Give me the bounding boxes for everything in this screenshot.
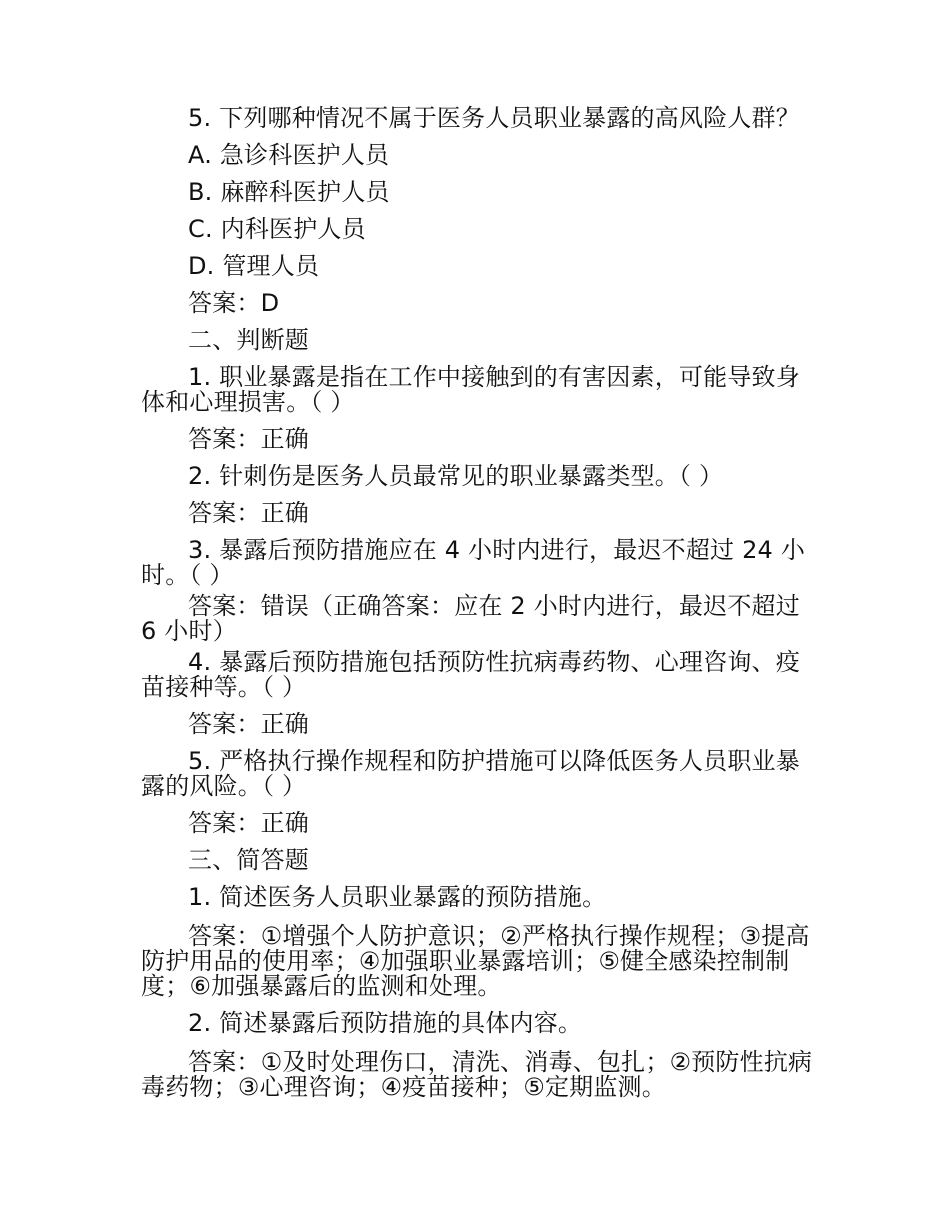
section-heading-short-answer: 三、简答题 [188,846,309,874]
question-text: 5. 下列哪种情况不属于医务人员职业暴露的高风险人群？ [188,104,800,132]
answer-text: 答案：①及时处理伤口，清洗、消毒、包扎；②预防性抗病毒药物；③心理咨询；④疫苗接种；⑤定期监测。 [141,1048,813,1101]
question-text: 3. 暴露后预防措施应在 4 小时内进行，最迟不超过 24 小时。（ ） [141,536,806,589]
option-d: D. 管理人员 [188,252,320,280]
question-text: 5. 严格执行操作规程和防护措施可以降低医务人员职业暴露的风险。（ ） [141,747,800,800]
section-heading-true-false: 二、判断题 [188,326,309,354]
option-a: A. 急诊科医护人员 [188,141,390,169]
question-text: 2. 针刺伤是医务人员最常见的职业暴露类型。（ ） [188,462,724,490]
question-text: 4. 暴露后预防措施包括预防性抗病毒药物、心理咨询、疫苗接种等。（ ） [141,648,800,701]
question-text: 2. 简述暴露后预防措施的具体内容。 [188,1009,583,1037]
answer-text: 答案：正确 [188,809,309,837]
option-c: C. 内科医护人员 [188,215,366,243]
question-text: 1. 职业暴露是指在工作中接触到的有害因素，可能导致身体和心理损害。（ ） [141,363,800,416]
answer-text: 答案：正确 [188,425,309,453]
document-page [141,100,817,1100]
answer-text: 答案：错误（正确答案：应在 2 小时内进行，最迟不超过 6 小时） [141,592,800,645]
answer-text: 答案：①增强个人防护意识；②严格执行操作规程；③提高防护用品的使用率；④加强职业暴露培训；⑤健全感染控制制度；⑥加强暴露后的监测和处理。 [141,922,810,1000]
answer-text: 答案：正确 [188,710,309,738]
option-b: B. 麻醉科医护人员 [188,178,390,206]
answer-text: 答案：D [188,289,280,317]
question-text: 1. 简述医务人员职业暴露的预防措施。 [188,883,607,911]
answer-text: 答案：正确 [188,499,309,527]
